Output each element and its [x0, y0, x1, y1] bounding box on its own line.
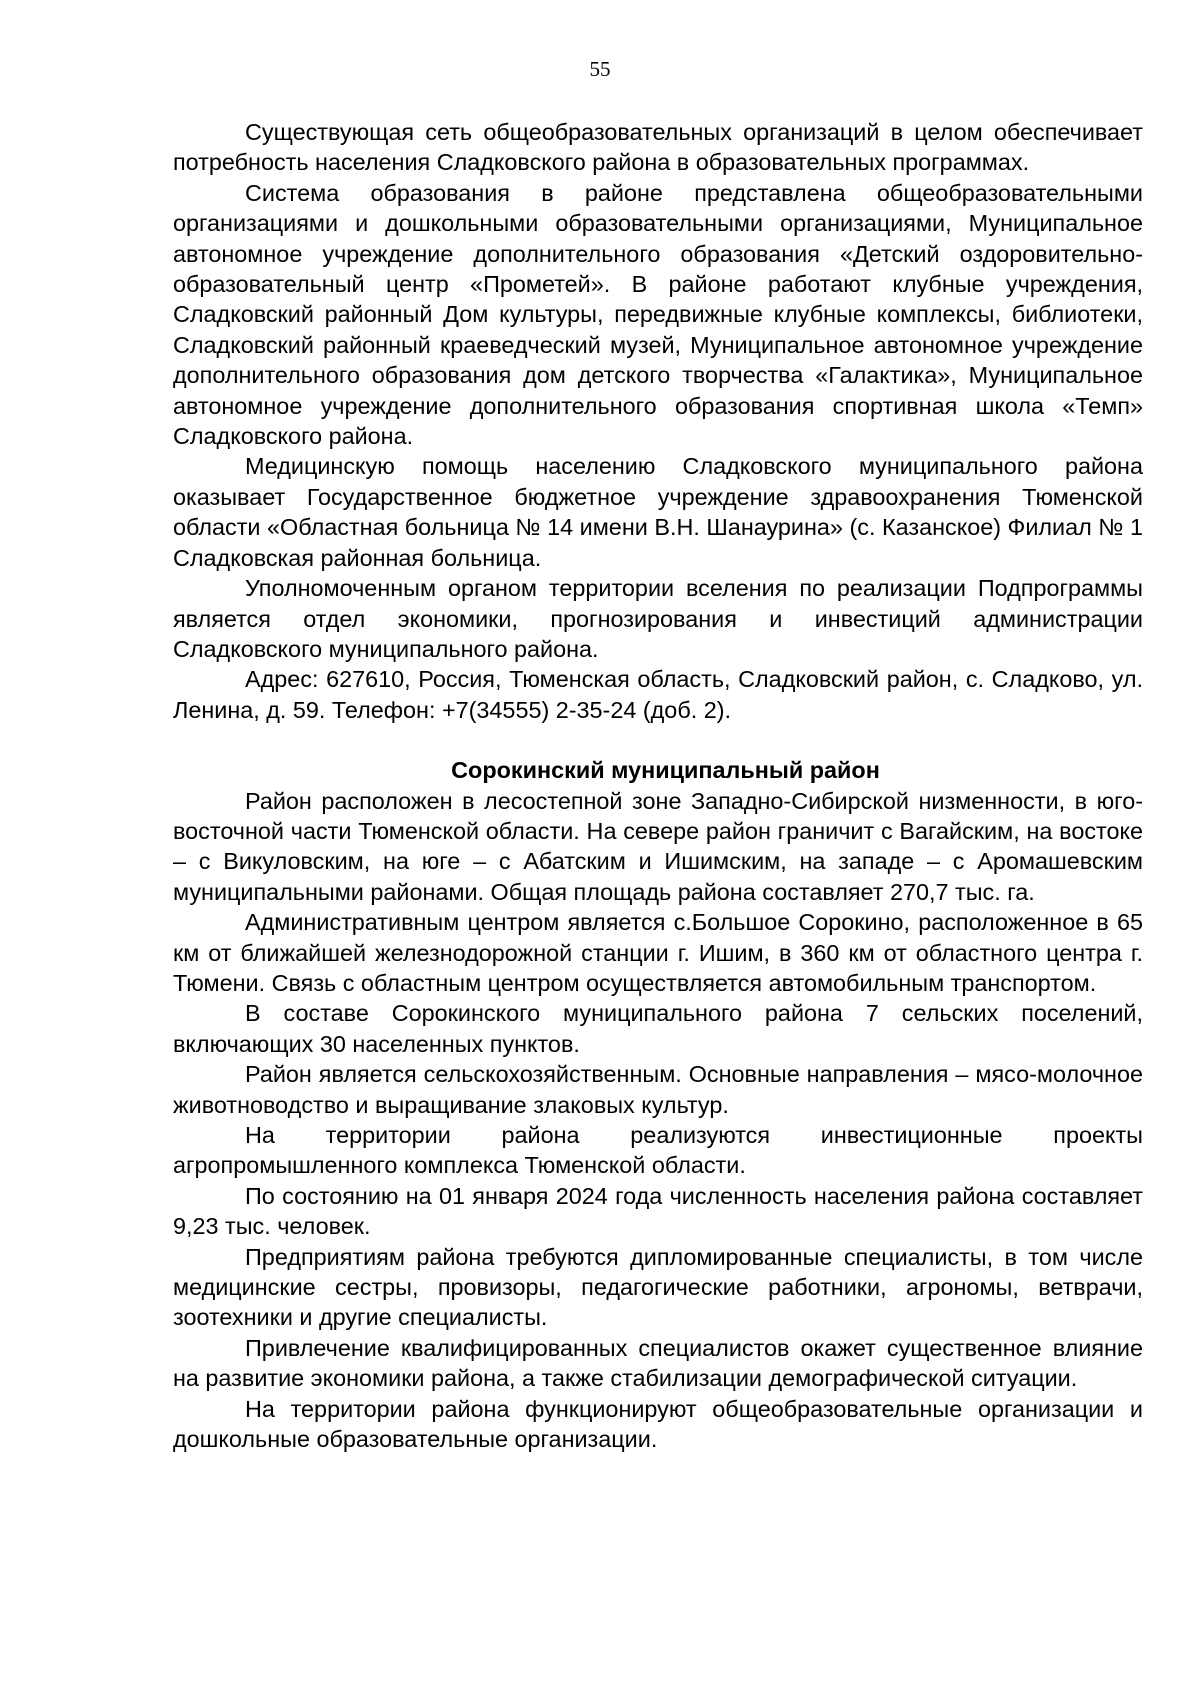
paragraph: Административным центром является с.Большое Сорокино, расположенное в 65 км от ближайшей железнодорожной станции г. Ишим, в 360 км от областного центра г. Тюмени. Связь с областным центром осуществляется автомобильным транспортом.: [173, 909, 1143, 996]
paragraph: Адрес: 627610, Россия, Тюменская область, Сладковский район, с. Сладково, ул. Ленина, д. 59. Телефон: +7(34555) 2-35-24 (доб. 2).: [173, 666, 1143, 723]
paragraph: Район расположен в лесостепной зоне Западно-Сибирской низменности, в юго-восточной части Тюменской области. На севере район граничит с Вагайским, на востоке – с Викуловским, на юге – с Абатским и Ишимским, на западе – с Аромашевским муниципальными районами. Общая площадь района составляет 270,7 тыс. га.: [173, 787, 1143, 905]
paragraph: Район является сельскохозяйственным. Основные направления – мясо-молочное животноводство и выращивание злаковых культур.: [173, 1061, 1143, 1118]
paragraph: На территории района реализуются инвестиционные проекты агропромышленного комплекса Тюменской области.: [173, 1122, 1143, 1179]
paragraph: Медицинскую помощь населению Сладковского муниципального района оказывает Государственное бюджетное учреждение здравоохранения Тюменской области «Областная больница № 14 имени В.Н. Шанаурина» (с. Казанское) Филиал № 1 Сладковская районная больница.: [173, 453, 1143, 571]
paragraph: По состоянию на 01 января 2024 года численность населения района составляет 9,23 тыс. человек.: [173, 1182, 1143, 1240]
paragraph: Система образования в районе представлена общеобразовательными организациями и дошкольными образовательными организациями, Муниципальное автономное учреждение дополнительного образования «Детский оздоровительно-образовательный центр «Прометей». В районе работают клубные учреждения, Сладковский районный Дом культуры, передвижные клубные комплексы, библиотеки, Сладковский районный краеведческий музей, Муниципальное автономное учреждение дополнительного образования дом детского творчества «Галактика», Муниципальное автономное учреждение дополнительного образования спортивная школа «Темп» Сладковского района.: [173, 179, 1143, 450]
paragraph: Привлечение квалифицированных специалистов окажет существенное влияние на развитие экономики района, а также стабилизации демографической ситуации.: [173, 1334, 1143, 1392]
section-heading: Сорокинский муниципальный район: [451, 757, 880, 784]
paragraph: Уполномоченным органом территории вселения по реализации Подпрограммы является отдел экономики, прогнозирования и инвестиций администрации Сладковского муниципального района.: [173, 575, 1143, 662]
paragraph: В составе Сорокинского муниципального района 7 сельских поселений, включающих 30 населенных пунктов.: [173, 1000, 1143, 1057]
paragraph: На территории района функционируют общеобразовательные организации и дошкольные образовательные организации.: [173, 1395, 1143, 1453]
page-number: 55: [589, 57, 611, 81]
paragraph: Существующая сеть общеобразовательных организаций в целом обеспечивает потребность населения Сладковского района в образовательных программах.: [173, 119, 1143, 176]
document-body: [173, 117, 1143, 1454]
paragraph: Предприятиям района требуются дипломированные специалисты, в том числе медицинские сестры, провизоры, педагогические работники, агрономы, ветврачи, зоотехники и другие специалисты.: [173, 1243, 1143, 1331]
